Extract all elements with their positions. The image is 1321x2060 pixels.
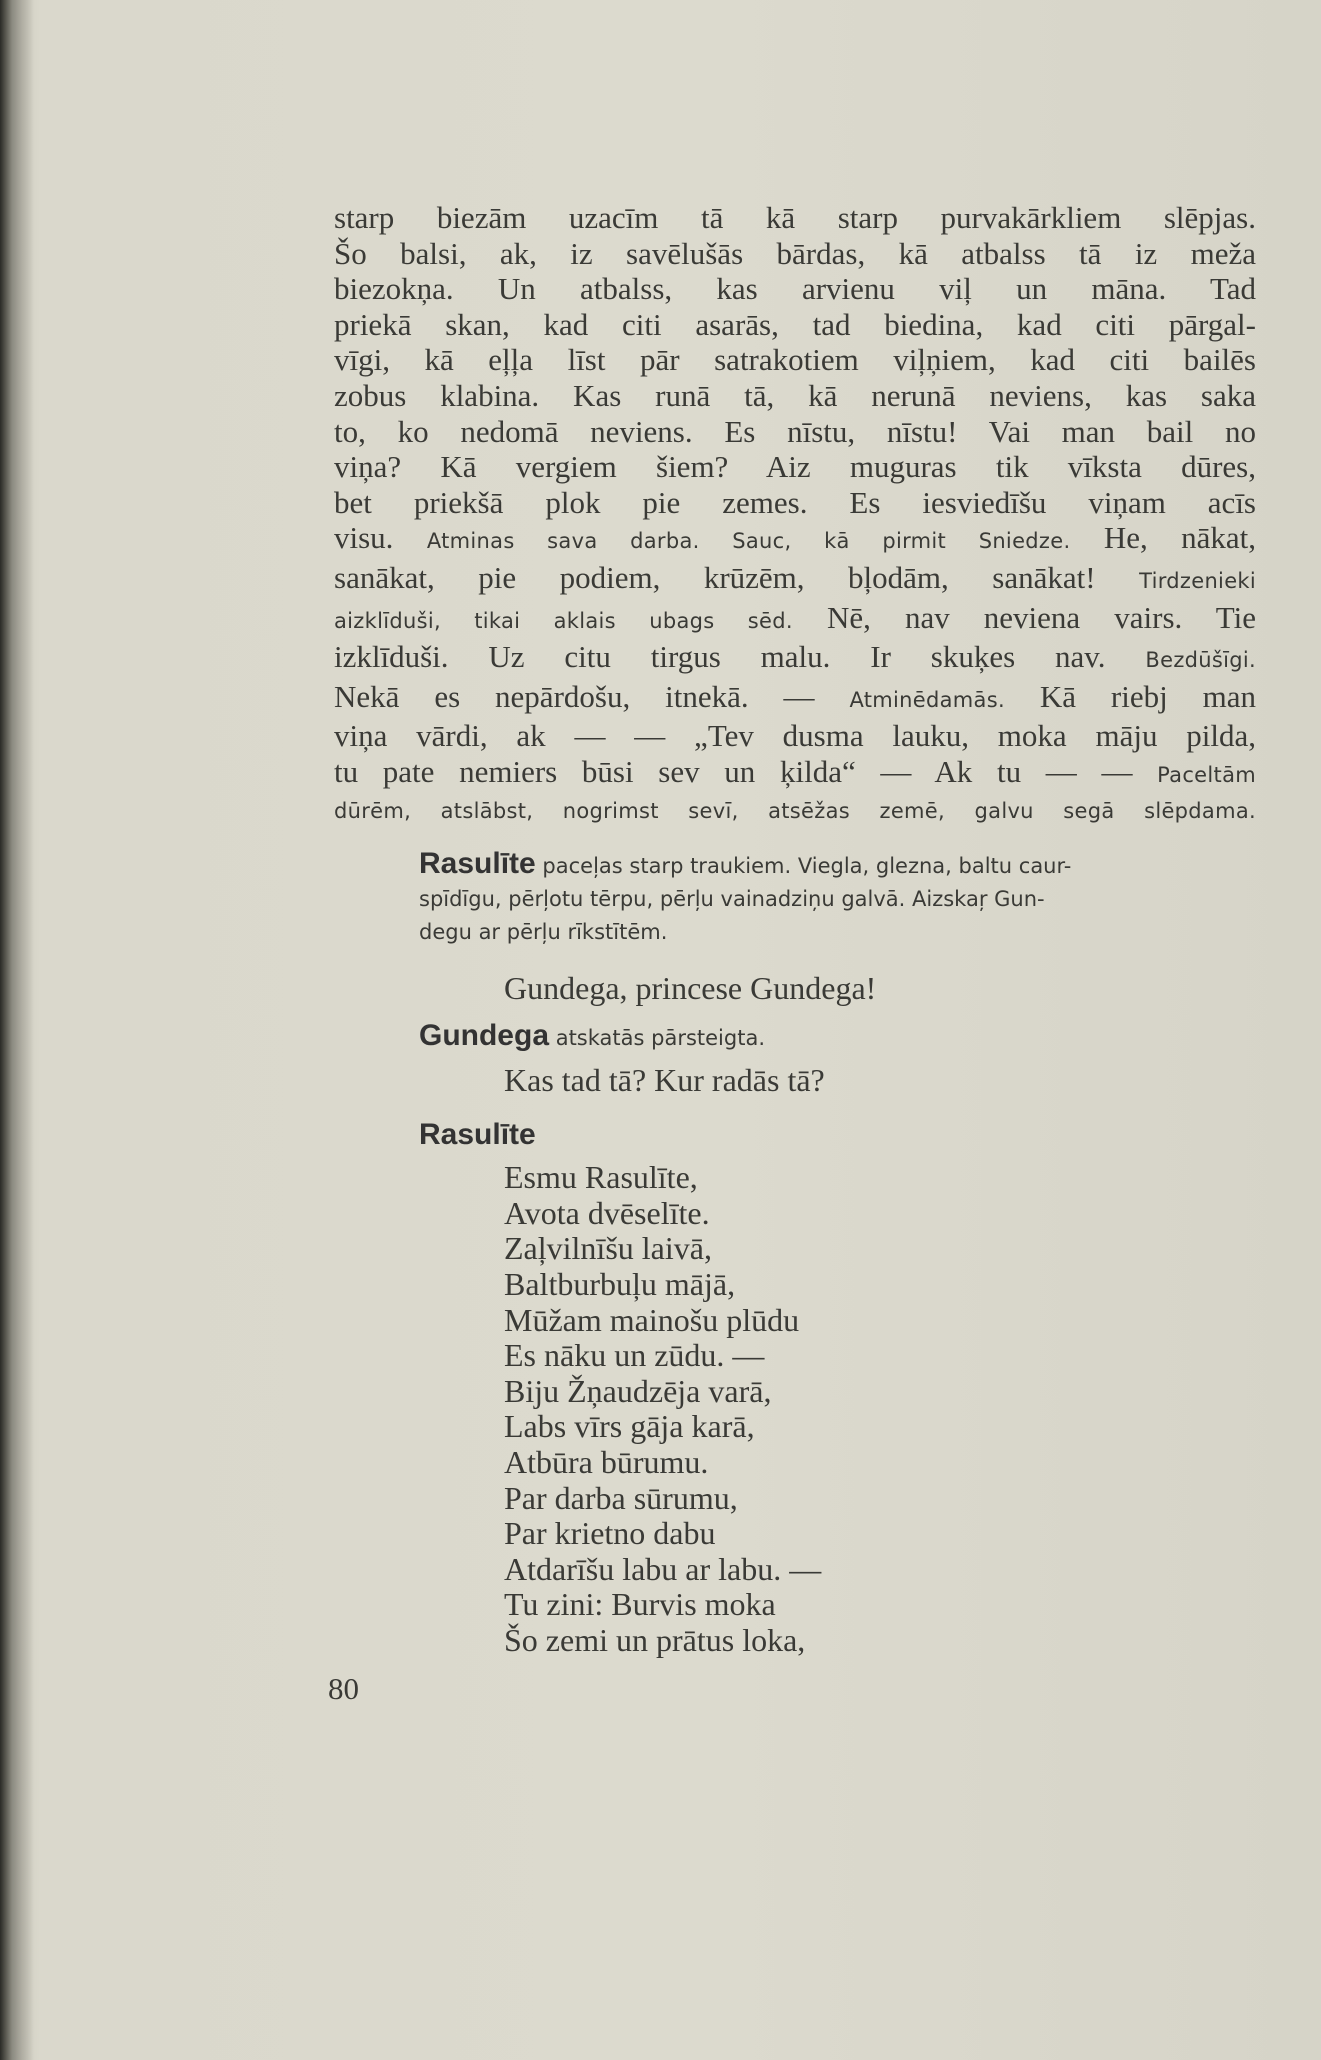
verse-line: Tu zini: Burvis moka [504, 1586, 776, 1623]
prose-line-mixed: tu pate nemiers būsi sev un ķilda“ — Ak tu — — Paceltām [334, 753, 1256, 789]
speech-line: Gundega, princese Gundega! [504, 970, 877, 1007]
stage-direction: Tirdzenieki [1139, 568, 1257, 593]
stage-direction: aizklīduši, tikai aklais ubags sēd. [334, 608, 793, 633]
prose-line-mixed: sanākat, pie podiem, krūzēm, bļodām, sanākat! Tirdzenieki [334, 559, 1257, 595]
dialogue-block-rasulite [419, 847, 1256, 949]
speaker-name: Gundega [419, 1018, 550, 1052]
dialogue-block-rasulite-verse [419, 1118, 1256, 1152]
speech-line: Kas tad tā? Kur radās tā? [504, 1061, 825, 1098]
verse-line: Zaļvilnīšu laivā, [504, 1230, 712, 1267]
stage-direction: degu ar pērļu rīkstītēm. [419, 920, 668, 945]
prose-line: Šo balsi, ak, iz savēlušās bārdas, kā atbalss tā iz meža [334, 235, 1256, 271]
stage-direction: atskatās pārsteigta. [555, 1025, 765, 1050]
verse-line: Avota dvēselīte. [504, 1194, 710, 1231]
verse-line: Mūžam mainošu plūdu [504, 1301, 800, 1338]
verse-line: Baltburbuļu mājā, [504, 1266, 736, 1303]
stage-direction: spīdīgu, pērļotu tērpu, pērļu vainadziņu galvā. Aizskaŗ Gun- [419, 887, 1045, 912]
verse-line: Par krietno dabu [504, 1515, 716, 1552]
dialogue-block-gundega [419, 1019, 1256, 1053]
verse-line: Esmu Rasulīte, [504, 1159, 698, 1196]
verse-line: Biju Žņaudzēja varā, [504, 1372, 772, 1409]
prose-line-mixed: aizklīduši, tikai aklais ubags sēd. Nē, nav neviena vairs. Tie [334, 599, 1256, 635]
verse-line: Labs vīrs gāja karā, [504, 1408, 755, 1445]
page-content [334, 200, 1256, 1659]
prose-line: to, ko nedomā neviens. Es nīstu, nīstu! Vai man bail no [334, 413, 1256, 449]
prose-line: starp biezām uzacīm tā kā starp purvakārkliem slēpjas. [334, 200, 1256, 235]
prose-line: priekā skan, kad citi asarās, tad biedina, kad citi pārgal- [334, 306, 1256, 342]
prose-line-mixed: visu. Atminas sava darba. Sauc, kā pirmit Sniedze. He, nākat, [334, 520, 1256, 556]
prose-line-mixed: izklīduši. Uz citu tirgus malu. Ir skuķes nav. Bezdūšīgi. [334, 639, 1257, 675]
verse-line: Šo zemi un prātus loka, [504, 1622, 806, 1658]
prose-line: zobus klabina. Kas runā tā, kā nerunā neviens, kas saka [334, 377, 1256, 413]
page-number: 80 [328, 1671, 359, 1706]
verse-line: Atdarīšu labu ar labu. — [504, 1550, 822, 1587]
speaker-name: Rasulīte [419, 847, 536, 881]
prose-line-mixed: Nekā es nepārdošu, itnekā. — Atminēdamās. Kā riebj man [334, 678, 1257, 714]
prose-line: vīgi, kā eļļa līst pār satrakotiem viļņiem, kad citi bailēs [334, 342, 1256, 378]
verse-line: Atbūra būrumu. [504, 1444, 709, 1481]
stage-direction: Bezdūšīgi. [1145, 648, 1257, 673]
speaker-name: Rasulīte [419, 1118, 536, 1152]
verse [504, 1160, 1256, 1658]
prose-line: biezokņa. Un atbalss, kas arvienu viļ un māna. Tad [334, 271, 1256, 307]
book-binding-edge [0, 0, 34, 2060]
stage-direction: Atminēdamās. [849, 687, 1005, 712]
stage-direction: dūrēm, atslābst, nogrimst sevī, atsēžas zemē, galvu segā slēpdama. [334, 798, 1256, 823]
stage-direction: Atminas sava darba. Sauc, kā pirmit Sniedze. [426, 529, 1071, 554]
stage-direction: Paceltām [1157, 762, 1256, 787]
stage-direction: paceļas starp traukiem. Viegla, glezna, baltu caur- [542, 854, 1072, 879]
verse-line: Es nāku un zūdu. — [504, 1337, 765, 1374]
prose-line: viņa vārdi, ak — — „Tev dusma lauku, moka māju pilda, [334, 718, 1256, 754]
verse-line: Par darba sūrumu, [504, 1479, 738, 1516]
prose-line: bet priekšā plok pie zemes. Es iesviedīšu viņam acīs [334, 484, 1256, 520]
prose-paragraph [334, 200, 1256, 829]
prose-line: viņa? Kā vergiem šiem? Aiz muguras tik vīksta dūres, [334, 449, 1256, 485]
